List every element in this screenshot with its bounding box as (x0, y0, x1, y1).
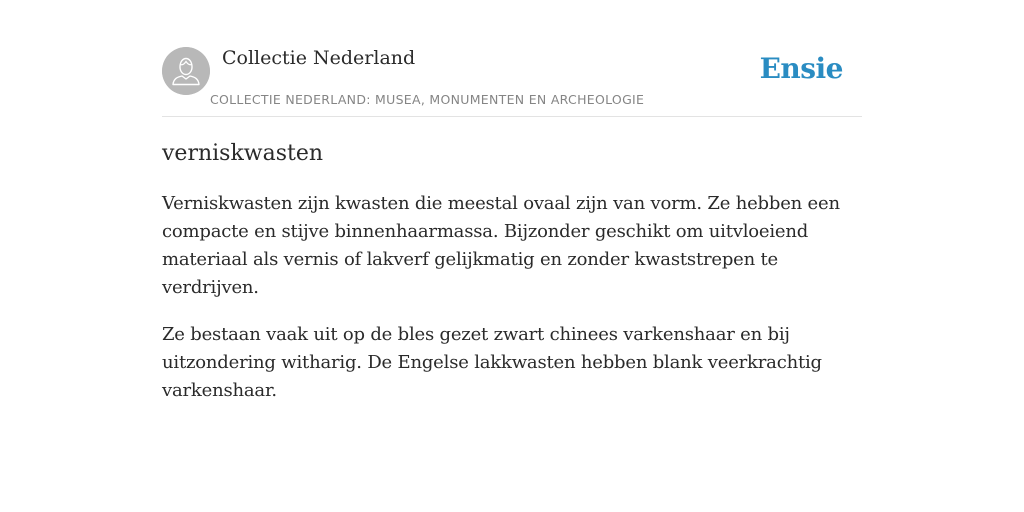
avatar[interactable] (162, 47, 210, 95)
article (162, 138, 862, 424)
user-silhouette-icon (162, 47, 210, 95)
ensie-logo[interactable]: Ensie (759, 52, 843, 85)
author-name[interactable]: Collectie Nederland (222, 47, 416, 69)
article-paragraph: Verniskwasten zijn kwasten die meestal ovaal zijn van vorm. Ze hebben een compacte en stijve binnenhaarmassa. Bijzonder geschikt om uitvloeiend materiaal als vernis of lakverf gelijkmatig en zonder kwaststrepen te verdrijven. (162, 193, 840, 298)
article-paragraph: Ze bestaan vaak uit op de bles gezet zwart chinees varkenshaar en bij uitzondering witharig. De Engelse lakkwasten hebben blank veerkrachtig varkenshaar. (162, 324, 822, 401)
article-title: verniskwasten (162, 141, 324, 166)
author-header (162, 40, 862, 117)
author-description: COLLECTIE NEDERLAND: MUSEA, MONUMENTEN EN ARCHEOLOGIE (210, 92, 645, 107)
